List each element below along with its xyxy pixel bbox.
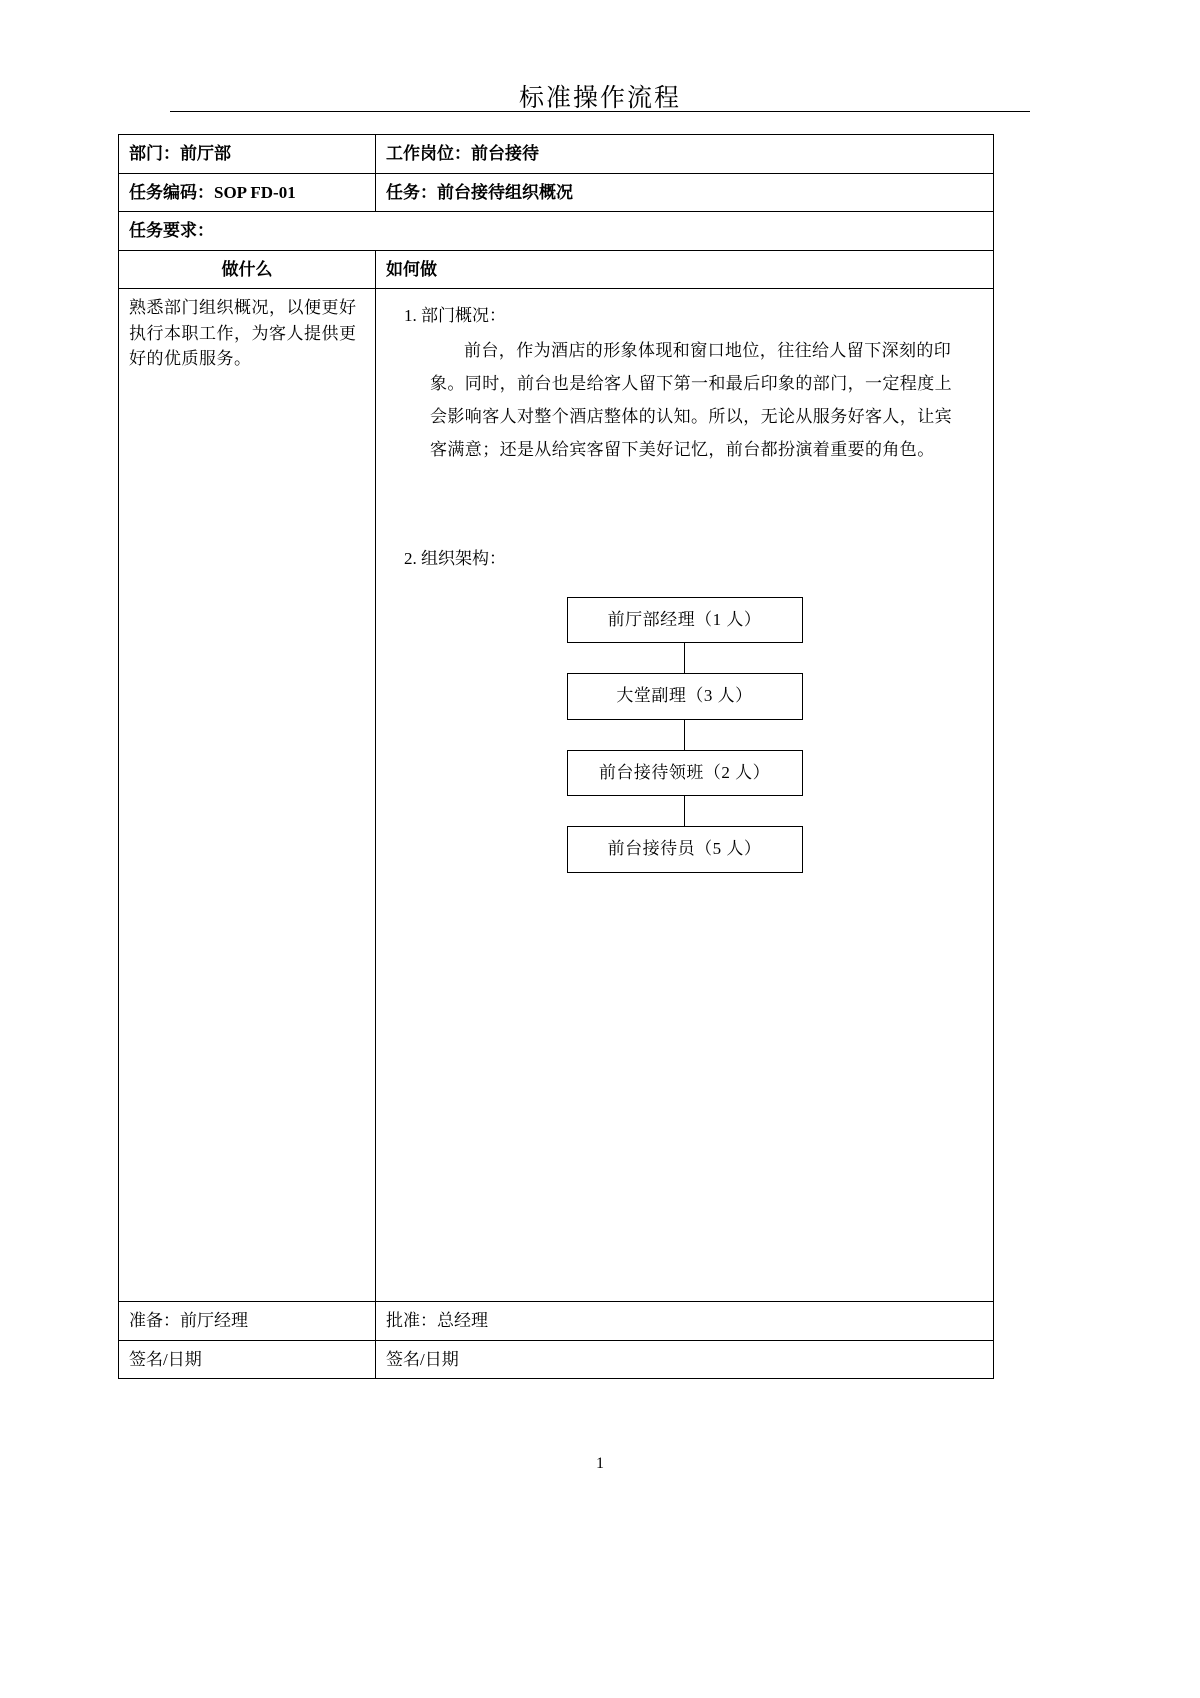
table-row [119, 212, 994, 251]
signature-date-right-cell: 签名/日期 [376, 1340, 994, 1379]
position-cell: 工作岗位：前台接待 [376, 135, 994, 174]
task-requirement-cell: 任务要求： [119, 212, 994, 251]
column-header-what: 做什么 [119, 250, 376, 289]
section2-title: 2. 组织架构： [404, 549, 506, 569]
org-node-supervisor: 前台接待领班（2 人） [567, 750, 803, 797]
column-header-how: 如何做 [376, 250, 994, 289]
title-divider [170, 111, 1030, 112]
task-name-cell: 任务：前台接待组织概况 [376, 173, 994, 212]
section1-title: 1. 部门概况： [404, 306, 506, 325]
page-number: 1 [596, 1455, 604, 1472]
org-connector [684, 720, 685, 750]
section1-paragraph: 前台，作为酒店的形象体现和窗口地位，往往给人留下深刻的印象。同时，前台也是给客人留下第一和最后印象的部门，一定程度上会影响客人对整个酒店整体的认知。所以，无论从服务好客人，让宾客满意；还是从给宾客留下美好记忆，前台都扮演着重要的角色。 [430, 340, 952, 460]
how-to-do-cell [376, 289, 994, 1302]
page-title: 标准操作流程 [518, 85, 681, 112]
org-node-assistant-manager: 大堂副理（3 人） [567, 673, 803, 720]
table-row [119, 1302, 994, 1341]
department-cell: 部门：前厅部 [119, 135, 376, 174]
prepared-by-cell: 准备：前厅经理 [119, 1302, 376, 1341]
org-node-receptionist: 前台接待员（5 人） [567, 826, 803, 873]
org-connector [684, 643, 685, 673]
sop-table [118, 134, 994, 1379]
task-code-cell: 任务编码：SOP FD-01 [119, 173, 376, 212]
approved-by-cell: 批准：总经理 [376, 1302, 994, 1341]
table-row [119, 135, 994, 174]
what-to-do-text: 熟悉部门组织概况，以便更好执行本职工作，为客人提供更好的优质服务。 [119, 289, 376, 1302]
table-header-row [119, 250, 994, 289]
table-body-row [119, 289, 994, 1302]
org-connector [684, 796, 685, 826]
org-chart [475, 597, 895, 873]
signature-date-left-cell: 签名/日期 [119, 1340, 376, 1379]
table-row [119, 1340, 994, 1379]
org-node-manager: 前厅部经理（1 人） [567, 597, 803, 644]
table-row [119, 173, 994, 212]
